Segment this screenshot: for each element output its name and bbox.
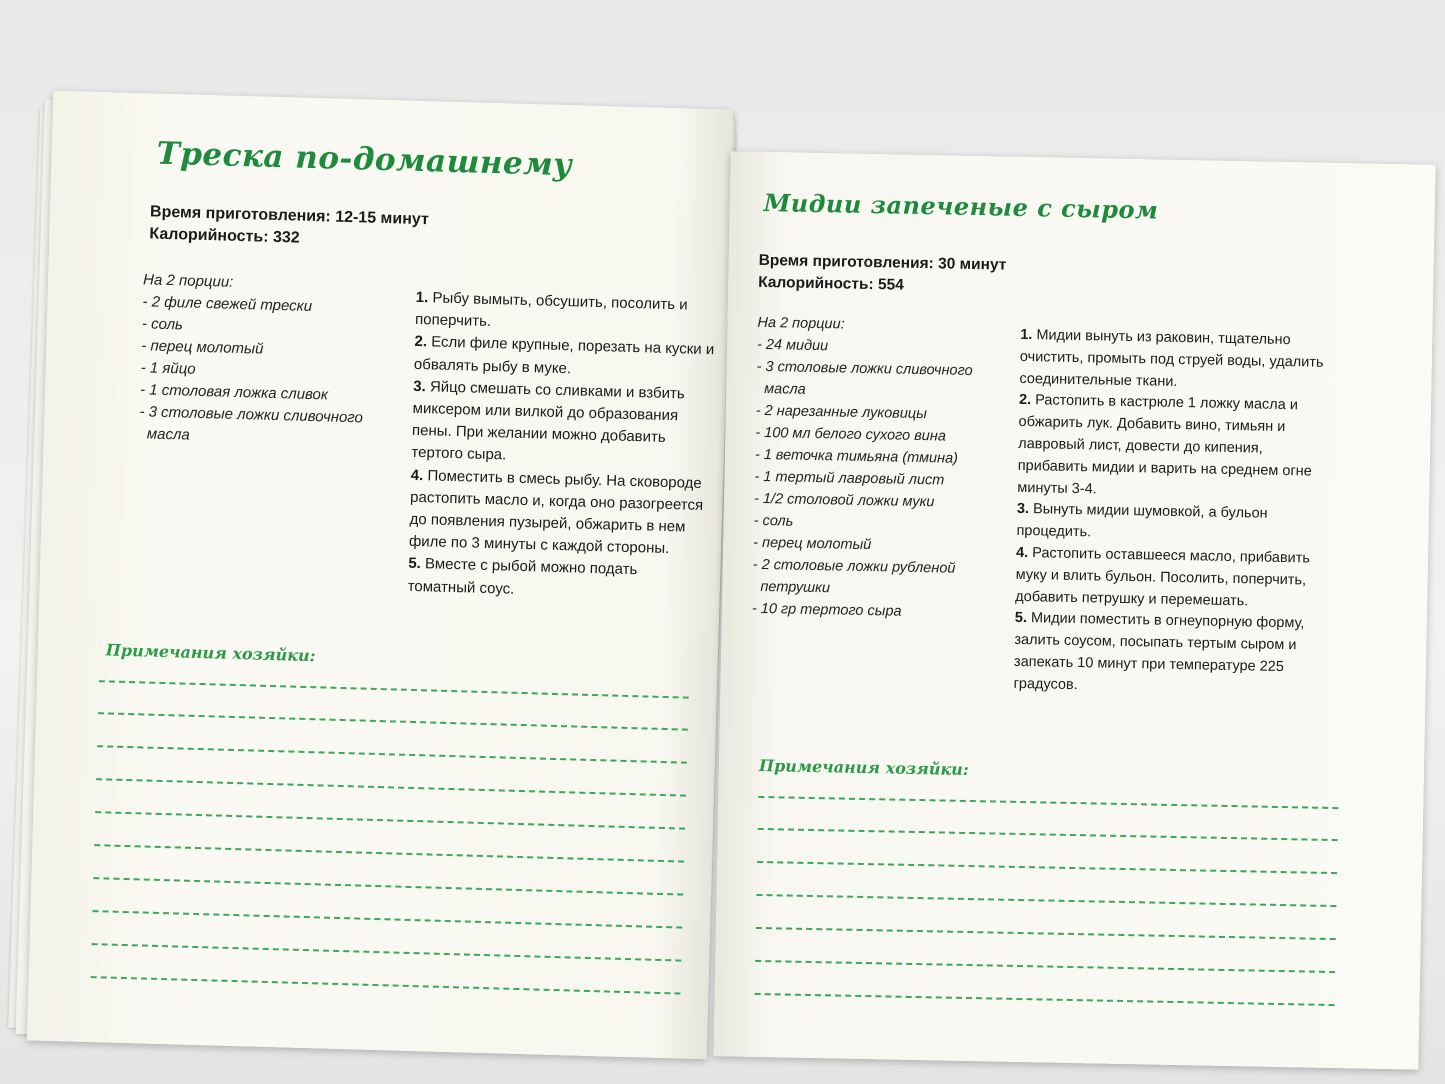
calories: Калорийность: 332: [149, 225, 300, 247]
ingredients-list: [139, 269, 367, 451]
left-page: [27, 91, 733, 1060]
ingredient-item: - 24 мидии: [756, 336, 829, 355]
ingredient-item: - 2 филе свежей трески: [142, 293, 313, 315]
step-item: 5. Вместе с рыбой можно подать томатный соус.: [407, 555, 638, 598]
notes-line[interactable]: [92, 910, 682, 928]
notes-line[interactable]: [99, 680, 689, 698]
notes-line[interactable]: [95, 811, 685, 829]
prep-time: Время приготовления: 30 минут: [758, 251, 1007, 274]
ingredient-item: петрушки: [760, 578, 831, 597]
notes-line[interactable]: [755, 960, 1335, 973]
ingredient-item: - 2 нарезанные луковицы: [755, 402, 927, 423]
step-item: 1. Мидии вынуть из раковин, тщательно очистить, промыть под струей воды, удалить соединительные ткани.: [1019, 326, 1324, 390]
notes-label: Примечания хозяйки:: [758, 755, 970, 779]
right-page: [713, 151, 1435, 1069]
ingredient-item: - 3 столовые ложки сливочного: [756, 358, 973, 379]
notes-line[interactable]: [94, 844, 684, 862]
notes-line[interactable]: [756, 927, 1336, 940]
step-item: 2. Растопить в кастрюле 1 ложку масла и обжарить лук. Добавить вино, тимьян и лавровый лист, довести до кипения, прибавить мидии и варить на среднем огне минуты 3-4.: [1017, 392, 1312, 497]
notes-line[interactable]: [758, 828, 1338, 841]
ingredient-item: - 1/2 столовой ложки муки: [753, 490, 935, 511]
notes-line[interactable]: [98, 712, 688, 730]
prep-time: Время приготовления: 12-15 минут: [149, 203, 430, 229]
ingredient-item: - 2 столовые ложки рубленой: [752, 556, 956, 577]
ingredient-item: - перец молотый: [141, 337, 264, 358]
notes-line[interactable]: [96, 778, 686, 796]
notes-line[interactable]: [758, 796, 1338, 809]
calories: Калорийность: 554: [758, 273, 904, 294]
notes-line[interactable]: [756, 894, 1336, 907]
step-item: 3. Яйцо смешать со сливками и взбить миксером или вилкой до образования пены. При желании можно добавить тертого сыра.: [411, 377, 685, 464]
step-item: 3. Вынуть мидии шумовкой, а бульон процедить.: [1016, 501, 1268, 541]
ingredient-item: - соль: [753, 512, 794, 530]
step-item: 1. Рыбу вымыть, обсушить, посолить и поперчить.: [414, 288, 688, 331]
ingredient-item: - 1 веточка тимьяна (тмина): [754, 446, 959, 467]
step-item: 5. Мидии поместить в огнеупорную форму, залить соусом, посыпать тертым сыром и запекать 10 минут при температуре 225 градусов.: [1013, 610, 1305, 693]
notes-label: Примечания хозяйки:: [105, 640, 316, 666]
notes-line[interactable]: [93, 877, 683, 895]
notes-line[interactable]: [97, 745, 687, 763]
ingredient-item: - соль: [141, 315, 184, 334]
ingredient-item: - 1 столовая ложка сливок: [139, 381, 329, 404]
step-item: 4. Поместить в смесь рыбу. На сковороде растопить масло и, когда оно разогреется до появления пузырей, обжарить в нем филе по 3 минуты с каждой стороны.: [408, 466, 704, 558]
recipe-title: Треска по-домашнему: [156, 135, 573, 184]
recipe-title: Мидии запеченые с сыром: [763, 187, 1159, 225]
ingredient-item: масла: [146, 425, 191, 444]
step-item: 2. Если филе крупные, порезать на куски и обвалять рыбу в муке.: [413, 333, 715, 377]
steps-list: [407, 287, 716, 606]
ingredient-item: - 100 мл белого сухого вина: [755, 424, 947, 445]
ingredient-item: - 1 тертый лавровый лист: [754, 468, 945, 489]
ingredient-item: - 10 гр тертого сыра: [751, 600, 902, 620]
servings: На 2 порции:: [142, 271, 234, 291]
ingredient-item: - перец молотый: [753, 534, 872, 554]
step-item: 4. Растопить оставшееся масло, прибавить муку и влить бульон. Посолить, поперчить, добавить петрушку и перемешать.: [1015, 544, 1311, 609]
notes-line[interactable]: [757, 861, 1337, 874]
ingredient-item: - 3 столовые ложки сливочного: [139, 403, 364, 427]
ingredient-item: - 1 яйцо: [140, 359, 196, 378]
ingredient-item: масла: [764, 381, 806, 398]
notes-line[interactable]: [92, 943, 682, 961]
notes-line[interactable]: [755, 993, 1335, 1006]
ingredients-list: [752, 312, 974, 624]
steps-list: [1013, 325, 1325, 701]
servings: На 2 порции:: [757, 314, 845, 333]
notes-line[interactable]: [91, 976, 681, 994]
